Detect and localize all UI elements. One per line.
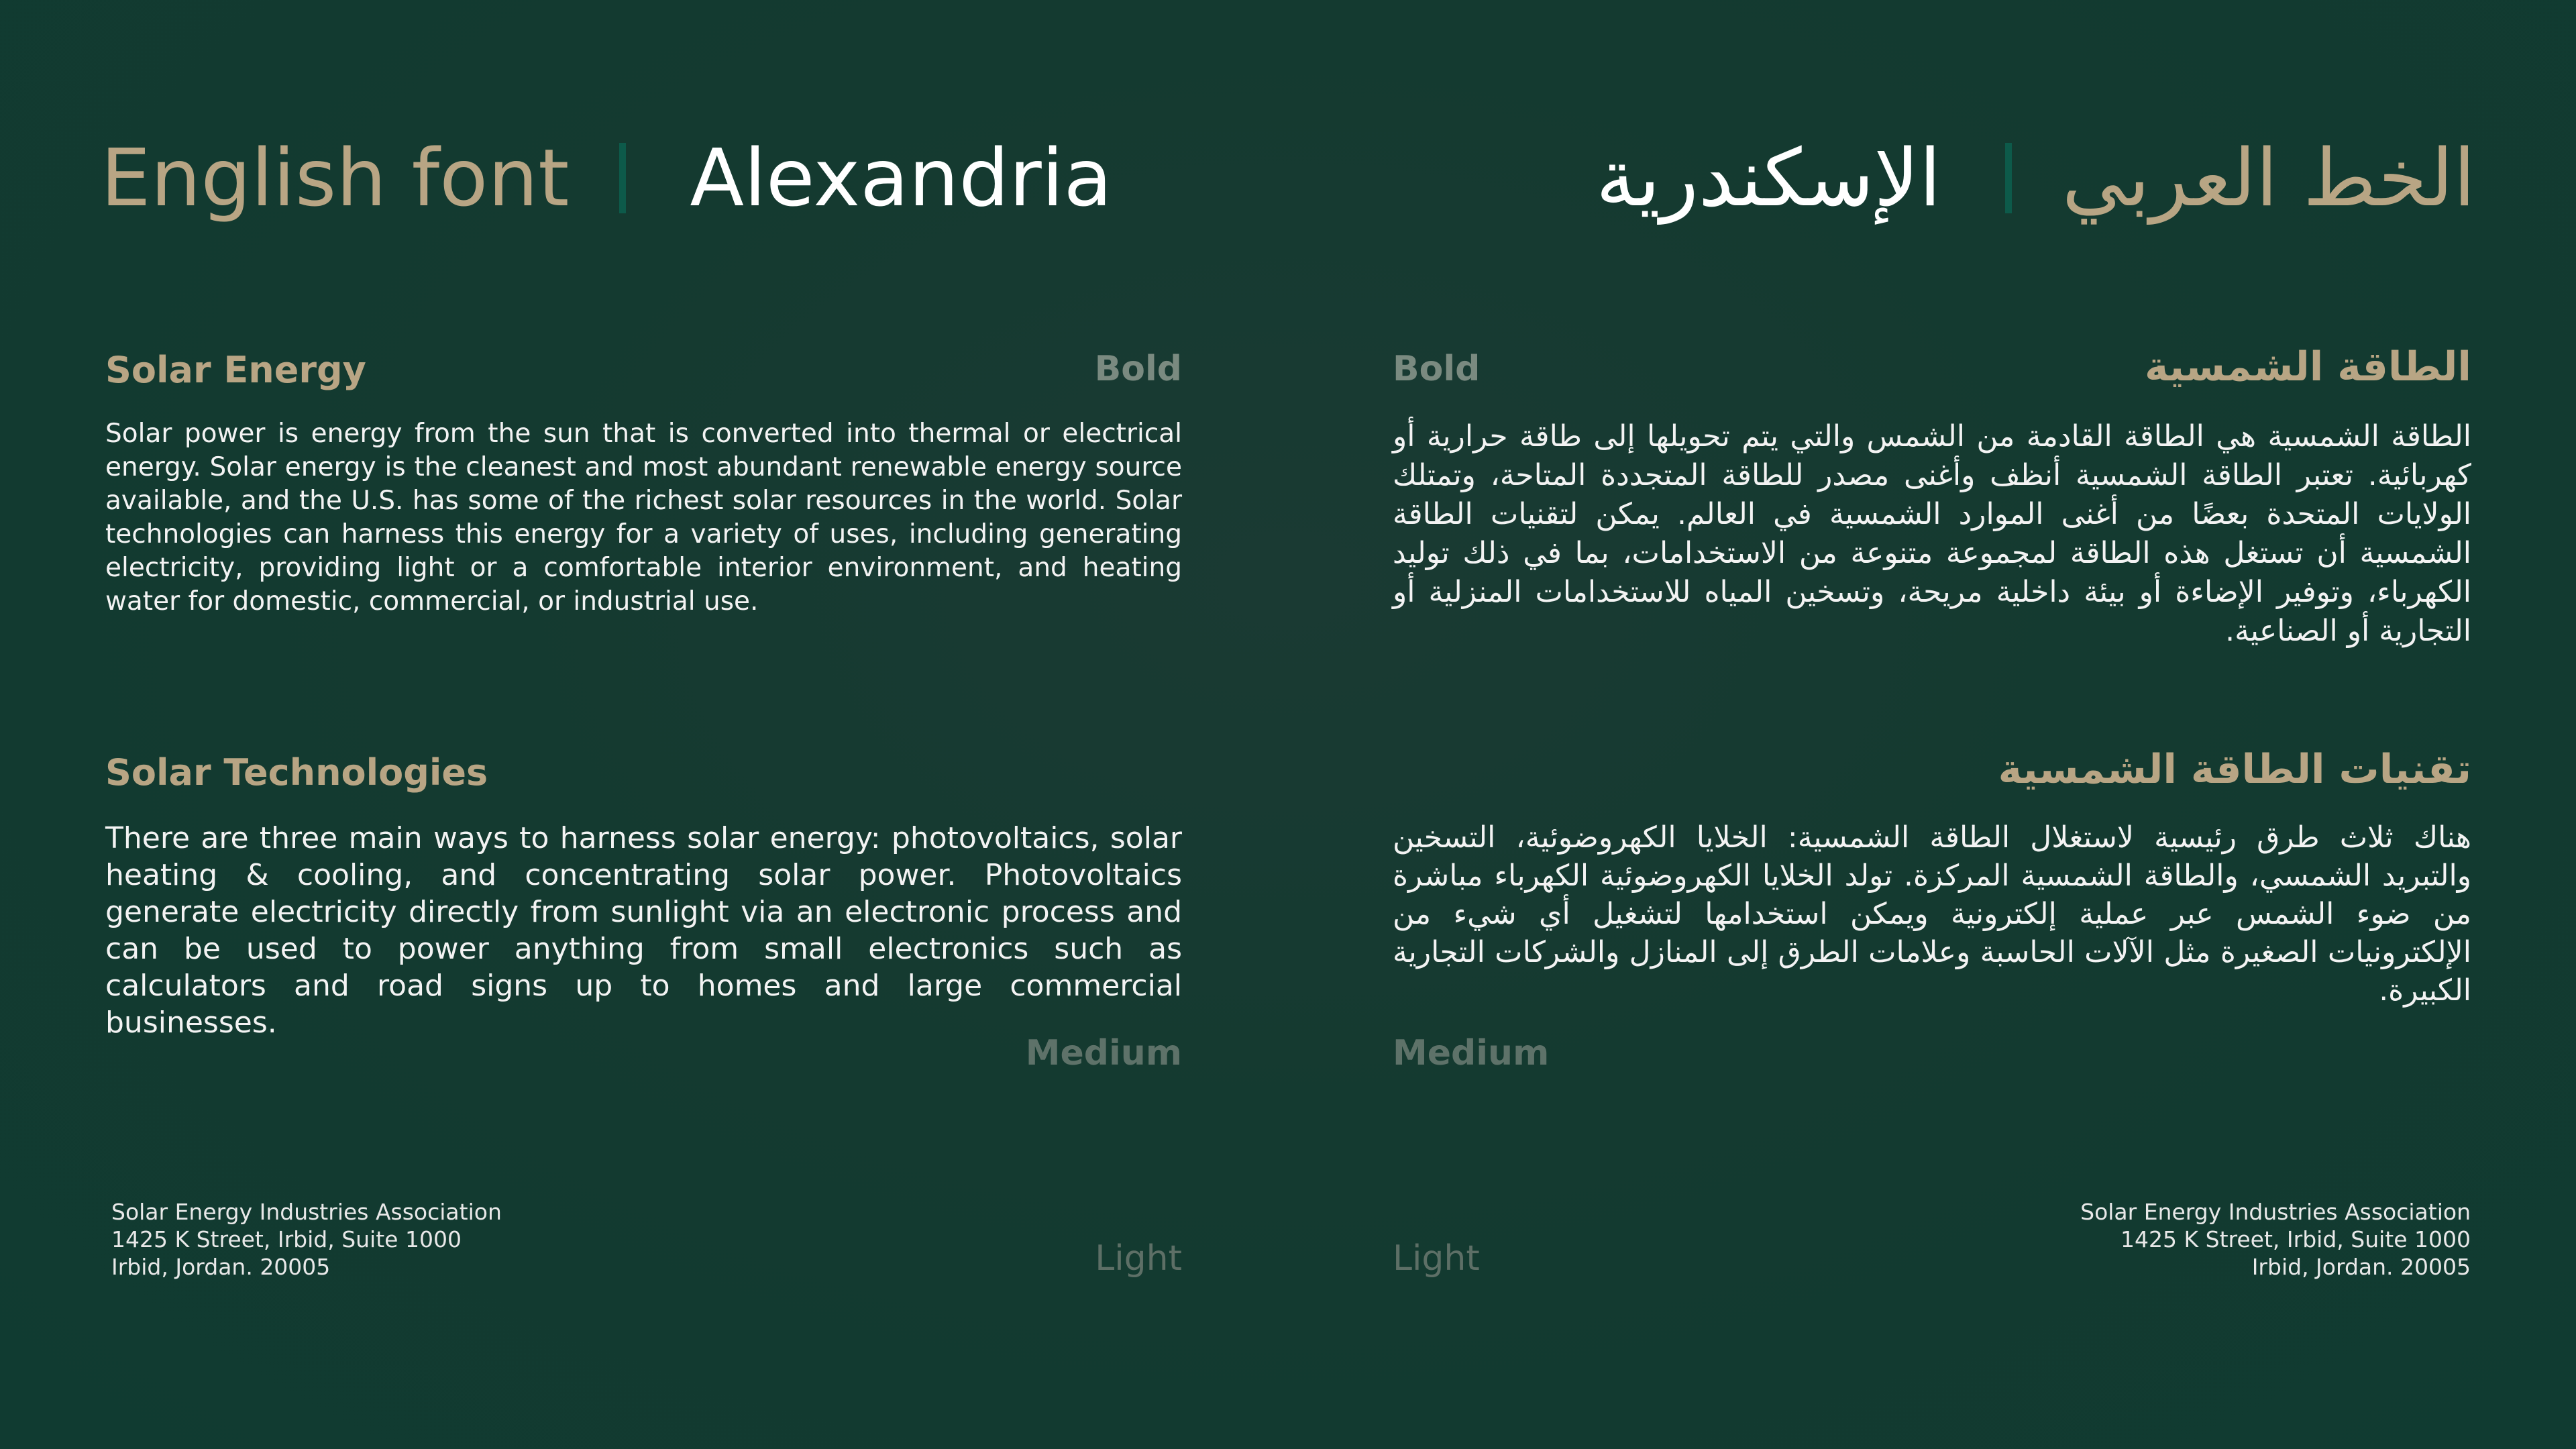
arabic-font-header [1596,131,2475,225]
address-line-3: Irbid, Jordan. 20005 [2251,1254,2471,1280]
english-paragraph-solar-energy: Solar power is energy from the sun that is converted into thermal or electrical energy. Solar energy is the cleanest and most abundant renewable energy source available, and the U.S. has some of the richest solar resources in the world. Solar technologies can harness this energy for a variety of uses, including generating electricity, providing light or a comfortable interior environment, and heating water for domestic, commercial, or industrial use. [105,419,1182,616]
arabic-address-block [2080,1198,2471,1281]
arabic-paragraph-solar-technologies: هناك ثلاث طرق رئيسية لاستغلال الطاقة الشمسية: الخلايا الكهروضوئية، التسخين والتبريد الشمسي، والطاقة الشمسية المركزة. تولد الخلايا الكهروضوئية الكهرباء مباشرة من ضوء الشمس عبر عملية إلكترونية ويمكن استخدامها لتشغيل أي شيء من الإلكترونيات الصغيرة مثل الآلات الحاسبة وعلامات الطرق إلى المنازل والشركات التجارية الكبيرة. [1393,820,2471,1008]
english-heading-solar-energy: Solar Energy [105,349,366,391]
english-font-name: Alexandria [690,131,1112,224]
arabic-font-label: الخط العربي [2061,131,2475,224]
english-address-block [111,1198,502,1281]
arabic-heading-solar-energy: الطاقة الشمسية [2145,343,2471,390]
english-weight-bold-label: Bold [1094,349,1182,389]
address-line-2: 1425 K Street, Irbid, Suite 1000 [111,1226,462,1252]
arabic-weight-light-label: Light [1393,1238,1480,1279]
english-weight-light-label: Light [1095,1238,1182,1279]
arabic-weight-medium-label: Medium [1393,1033,1550,1073]
arabic-heading-solar-technologies: تقنيات الطاقة الشمسية [1998,746,2471,793]
arabic-paragraph-solar-energy: الطاقة الشمسية هي الطاقة القادمة من الشمس والتي يتم تحويلها إلى طاقة حرارية أو كهربائية. تعتبر الطاقة الشمسية أنظف وأغنى مصدر للطاقة المتجددة المتاحة، وتمتلك الولايات المتحدة بعضًا من أغنى الموارد الشمسية في العالم. يمكن لتقنيات الطاقة الشمسية أن تستغل هذه الطاقة لمجموعة متنوعة من الاستخدامات، بما في ذلك توليد الكهرباء، وتوفير الإضاءة أو بيئة داخلية مريحة، وتسخين المياه للاستخدامات المنزلية أو التجارية أو الصناعية. [1393,419,2471,648]
english-font-header [101,131,1112,225]
english-font-label: English font [101,131,570,224]
arabic-weight-bold-label: Bold [1393,349,1481,389]
arabic-font-name: الإسكندرية [1595,131,1941,224]
header-separator-right [2005,143,2012,213]
address-line-1: Solar Energy Industries Association [111,1199,502,1225]
english-paragraph-solar-technologies: There are three main ways to harness solar energy: photovoltaics, solar heating & cooling, and concentrating solar power. Photovoltaics generate electricity directly from sunlight via an electronic process and can be used to power anything from small electronics such as calculators and road signs up to homes and large commercial businesses. [105,821,1182,1040]
header-separator-left [619,143,626,213]
english-weight-medium-label: Medium [1025,1033,1182,1073]
address-line-2: 1425 K Street, Irbid, Suite 1000 [2121,1226,2471,1252]
english-heading-solar-technologies: Solar Technologies [105,751,488,794]
address-line-1: Solar Energy Industries Association [2080,1199,2471,1225]
address-line-3: Irbid, Jordan. 20005 [111,1254,331,1280]
